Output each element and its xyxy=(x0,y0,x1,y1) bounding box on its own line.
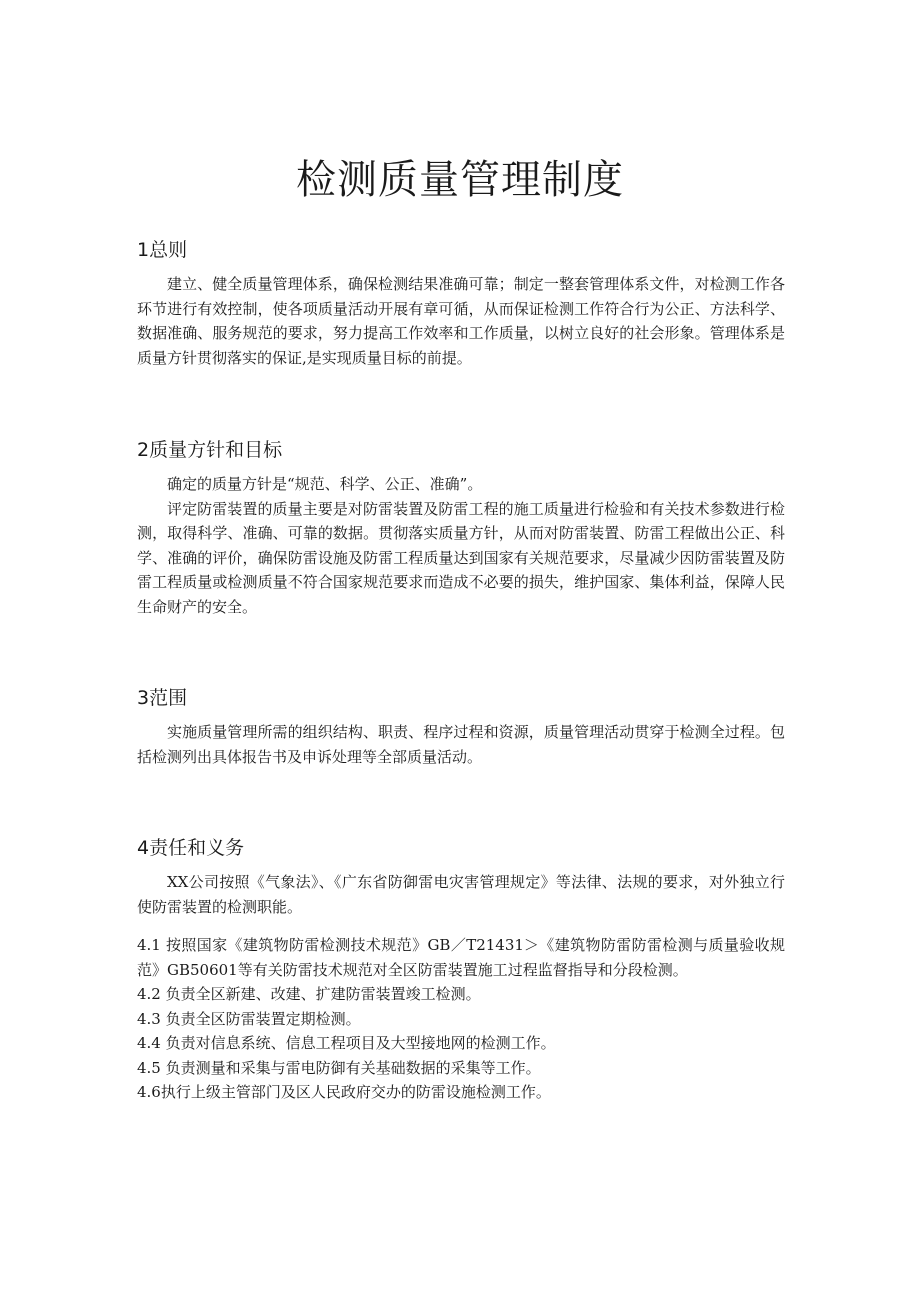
section-scope xyxy=(137,684,785,769)
section-heading: 4责任和义务 xyxy=(137,837,245,859)
section-heading: 1总则 xyxy=(137,239,188,261)
list-item: 4.5 负责测量和采集与雷电防御有关基础数据的采集等工作。 xyxy=(137,1058,541,1077)
list-item: 4.4 负责对信息系统、信息工程项目及大型接地网的检测工作。 xyxy=(137,1034,556,1052)
section-general xyxy=(137,236,785,370)
section-paragraph: 评定防雷装置的质量主要是对防雷装置及防雷工程的施工质量进行检验和有关技术参数进行检测，取得科学、准确、可靠的数据。贯彻落实质量方针，从而对防雷装置、防雷工程做出公正、科学、准确的评价，确保防雷设施及防雷工程质量达到国家有关规范要求，尽量减少因防雷装置及防雷工程质量或检测质量不符合国家规范要求而造成不必要的损失，维护国家、集体利益，保障人民生命财产的安全。 xyxy=(137,499,785,616)
list-item: 4.6执行上级主管部门及区人民政府交办的防雷设施检测工作。 xyxy=(137,1083,551,1101)
list-item: 4.2 负责全区新建、改建、扩建防雷装置竣工检测。 xyxy=(137,985,481,1003)
list-item: 4.3 负责全区防雷装置定期检测。 xyxy=(137,1009,361,1028)
section-paragraph: 确定的质量方针是“规范、科学、公正、准确”。 xyxy=(167,475,483,493)
section-paragraph: 实施质量管理所需的组织结构、职责、程序过程和资源，质量管理活动贯穿于检测全过程。包括检测列出具体报告书及申诉处理等全部质量活动。 xyxy=(137,723,785,766)
section-responsibilities xyxy=(137,834,785,1105)
section-heading: 3范围 xyxy=(137,687,188,709)
paragraph-gap xyxy=(137,919,785,933)
list-item: 4.1 按照国家《建筑物防雷检测技术规范》GB／T21431＞《建筑物防雷防雷检测与质量验收规范》GB50601等有关防雷技术规范对全区防雷装置施工过程监督指导和分段检测。 xyxy=(137,936,785,979)
section-heading: 2质量方针和目标 xyxy=(137,439,283,461)
section-paragraph: 建立、健全质量管理体系，确保检测结果准确可靠；制定一整套管理体系文件，对检测工作各环节进行有效控制，使各项质量活动开展有章可循，从而保证检测工作符合行为公正、方法科学、数据准确、服务规范的要求，努力提高工作效率和工作质量，以树立良好的社会形象。管理体系是质量方针贯彻落实的保证,是实现质量目标的前提。 xyxy=(137,275,785,367)
section-quality-policy xyxy=(137,436,785,619)
document-title: 检测质量管理制度 xyxy=(296,157,624,203)
section-paragraph: XX公司按照《气象法》、《广东省防御雷电灾害管理规定》等法律、法规的要求，对外独立行使防雷装置的检测职能。 xyxy=(137,873,785,916)
